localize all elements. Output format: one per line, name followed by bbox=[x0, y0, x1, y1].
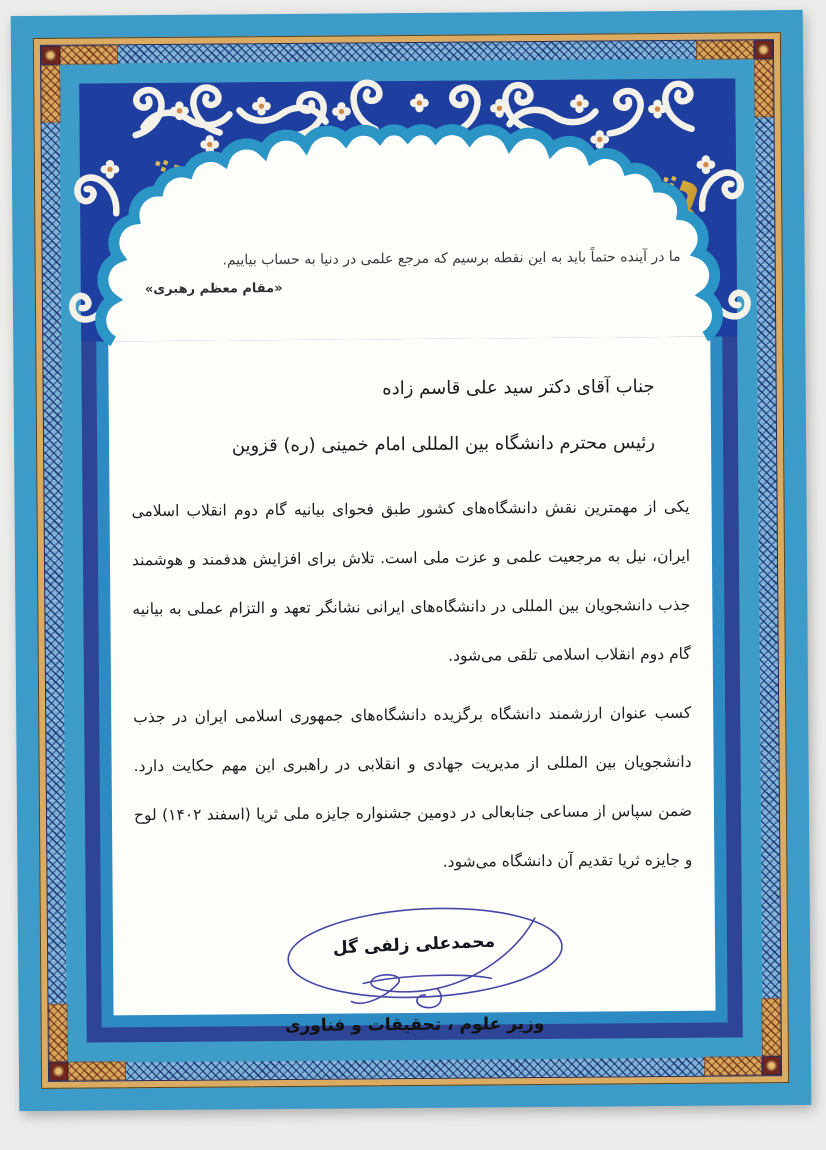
quote-text: ما در آینده حتماً باید به این نقطه برسیم که مرجع علمی در دنیا به حساب بیاییم. bbox=[222, 248, 681, 269]
gold-pattern-segment bbox=[761, 998, 780, 1056]
geometric-pattern-band bbox=[40, 39, 782, 1082]
signatory-title: وزیر علوم ، تحقیقات و فناوری bbox=[284, 1013, 545, 1037]
gold-border-band bbox=[33, 32, 789, 1089]
gold-pattern-segment bbox=[696, 40, 754, 59]
gold-pattern-segment bbox=[704, 1056, 762, 1075]
blue-border-band bbox=[59, 58, 763, 1062]
gold-pattern-segment bbox=[754, 59, 773, 117]
body-paragraph: یکی از مهمترین نقش دانشگاه‌های کشور طبق فحوای بیانیه گام دوم انقلاب اسلامی ایران، نیل به مرجعیت علمی و عزت ملی است. تلاش برای افزایش هدفمند و هوشمند جذب دانشجویان بین المللی در دانشگاه‌های ایرانی نشانگر تعهد و التزام عملی به بیانیه گام دوم انقلاب اسلامی تلقی می‌شود. bbox=[131, 497, 691, 665]
recipient-title: رئیس محترم دانشگاه بین المللی امام خمینی (ره) قزوین bbox=[231, 432, 656, 457]
corner-ornament bbox=[762, 1056, 781, 1075]
leader-quote bbox=[133, 249, 681, 297]
gold-pattern-segment bbox=[68, 1061, 126, 1080]
signatory-name: محمدعلی زلفی گل bbox=[332, 931, 496, 959]
corner-ornament bbox=[49, 1062, 68, 1081]
gold-pattern-segment bbox=[41, 65, 60, 123]
certificate-page bbox=[11, 10, 812, 1111]
gold-pattern-segment bbox=[60, 45, 118, 64]
corner-ornament bbox=[754, 40, 773, 59]
ornamental-header-panel bbox=[79, 78, 737, 341]
recipient-address bbox=[130, 359, 655, 475]
corner-ornament bbox=[41, 46, 60, 65]
quote-attribution: «مقام معظم رهبری» bbox=[144, 281, 283, 298]
gold-pattern-segment bbox=[48, 1004, 67, 1062]
recipient-name: جناب آقای دکتر سید علی قاسم زاده bbox=[382, 376, 655, 400]
signature-block bbox=[135, 901, 694, 1037]
letter-body bbox=[131, 483, 692, 889]
body-paragraph: کسب عنوان ارزشمند دانشگاه برگزیده دانشگاه‌های جمهوری اسلامی ایران در جذب دانشجویان بین المللی از مدیریت جهادی و انقلابی در راهبری این مهم حکایت دارد. ضمن سپاس از مساعی جنابعالی در دومین جشنواره جایزه ملی ثریا (اسفند ۱۴۰۲) لوح و جایزه ثریا تقدیم آن دانشگاه می‌شود. bbox=[133, 703, 693, 871]
navy-border-band bbox=[79, 78, 743, 1042]
